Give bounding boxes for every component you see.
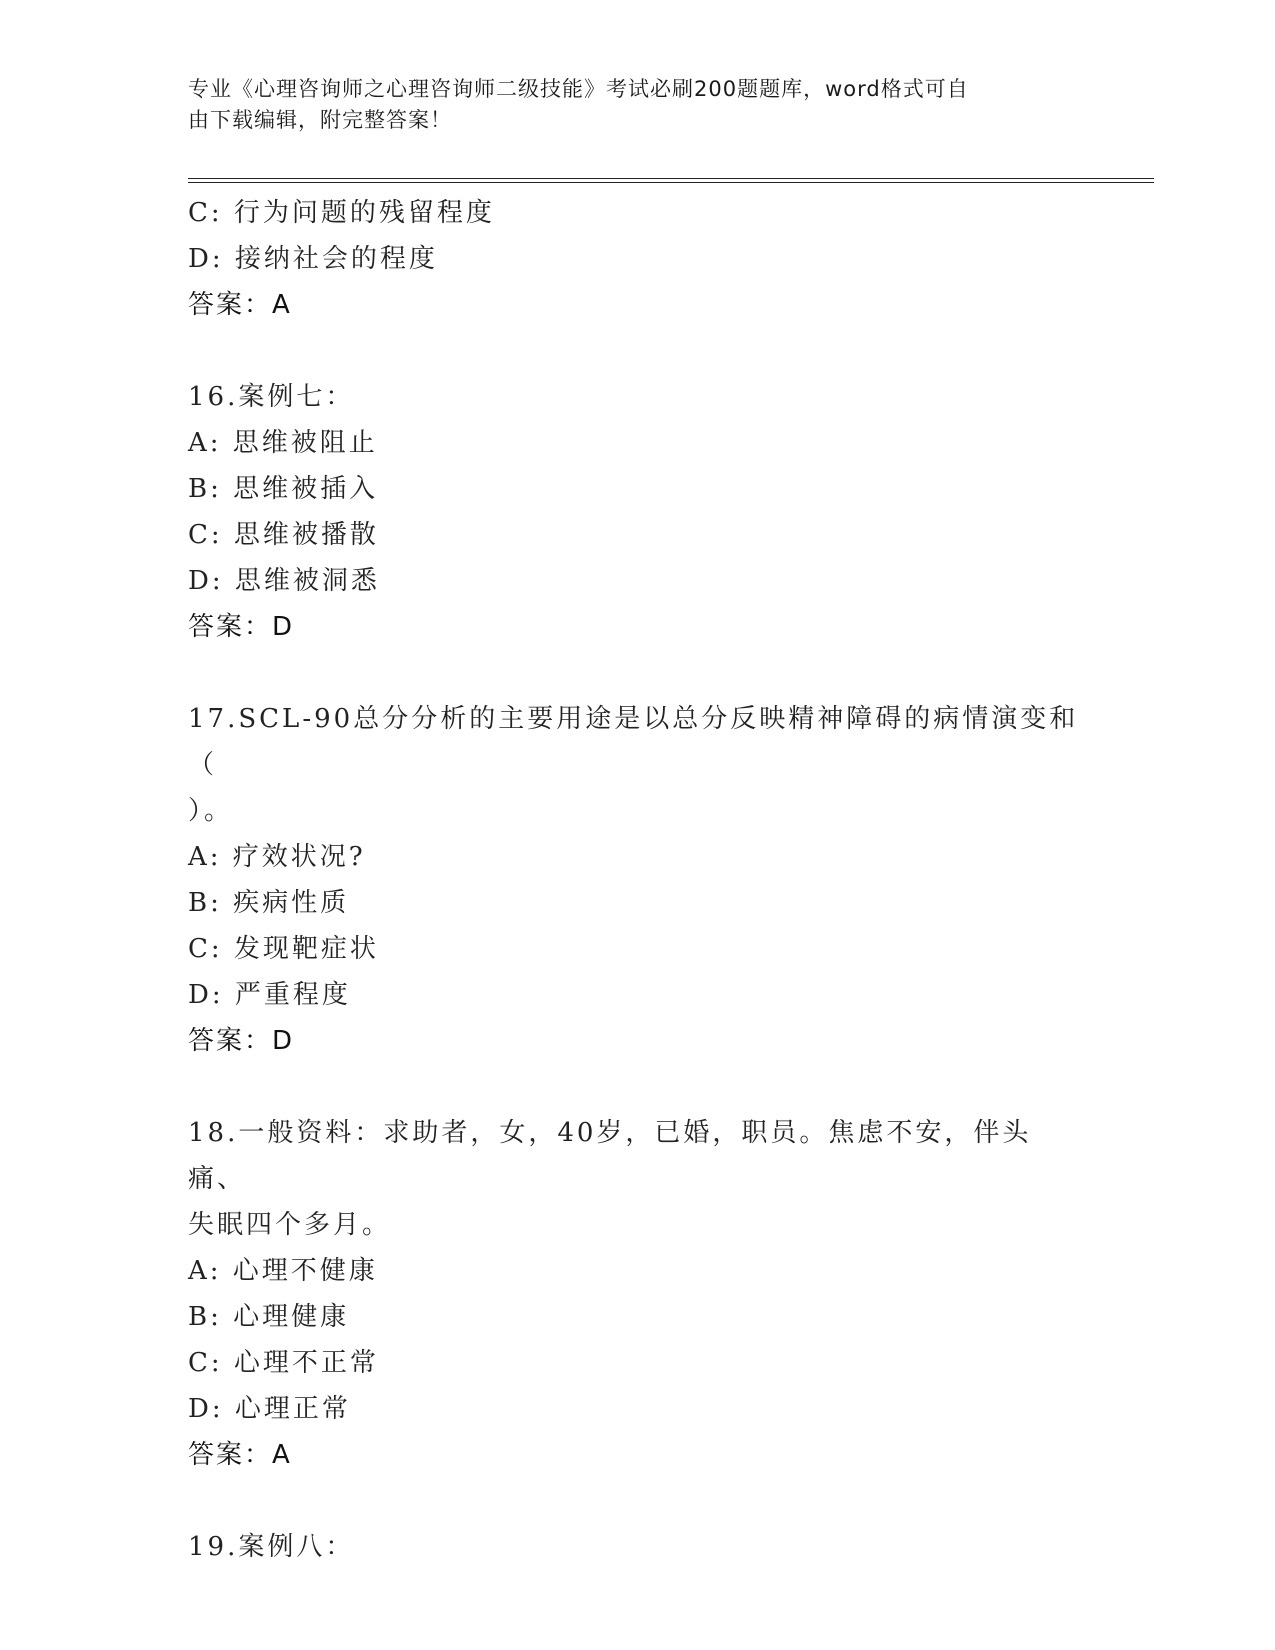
question-stem: 16.案例七：: [188, 382, 355, 412]
header-divider: [188, 178, 1154, 183]
option-b: B: 思维被插入: [188, 474, 379, 504]
question-stem: 17.SCL-90总分分析的主要用途是以总分反映精神障碍的病情演变和（: [188, 704, 1079, 780]
question-stem: 18.一般资料：求助者，女，40岁，已婚，职员。焦虑不安，伴头痛、: [188, 1118, 1032, 1194]
option-c: C: 行为问题的残留程度: [188, 198, 495, 228]
question-stem: 失眠四个多月。: [188, 1210, 392, 1240]
question-19: [188, 1524, 1088, 1570]
answer-line: 答案：A: [188, 1440, 292, 1470]
option-b: B: 疾病性质: [188, 888, 350, 918]
question-stem: ）。: [188, 796, 234, 826]
option-a: A: 心理不健康: [188, 1256, 378, 1286]
header-title-line: 专业《心理咨询师之心理咨询师二级技能》考试必刷200题题库，word格式可自: [188, 77, 969, 101]
spacer: [188, 1064, 1088, 1110]
option-d: D: 心理正常: [188, 1394, 351, 1424]
option-c: C: 发现靶症状: [188, 934, 379, 964]
spacer: [188, 1478, 1088, 1524]
option-c: C: 思维被播散: [188, 520, 379, 550]
document-header: [188, 74, 1068, 136]
option-d: D: 严重程度: [188, 980, 351, 1010]
question-fragment: [188, 190, 1088, 328]
spacer: [188, 650, 1088, 696]
option-a: A: 疗效状况?: [188, 842, 366, 872]
answer-line: 答案：A: [188, 290, 292, 320]
option-a: A: 思维被阻止: [188, 428, 378, 458]
document-body: [188, 190, 1088, 1570]
option-d: D: 思维被洞悉: [188, 566, 380, 596]
question-18: [188, 1110, 1088, 1478]
header-title-line: 由下载编辑，附完整答案！: [188, 108, 452, 132]
question-17: [188, 696, 1088, 1064]
spacer: [188, 328, 1088, 374]
answer-line: 答案：D: [188, 612, 295, 642]
option-b: B: 心理健康: [188, 1302, 350, 1332]
option-c: C: 心理不正常: [188, 1348, 379, 1378]
question-16: [188, 374, 1088, 650]
option-d: D: 接纳社会的程度: [188, 244, 438, 274]
question-stem: 19.案例八：: [188, 1532, 355, 1562]
answer-line: 答案：D: [188, 1026, 295, 1056]
